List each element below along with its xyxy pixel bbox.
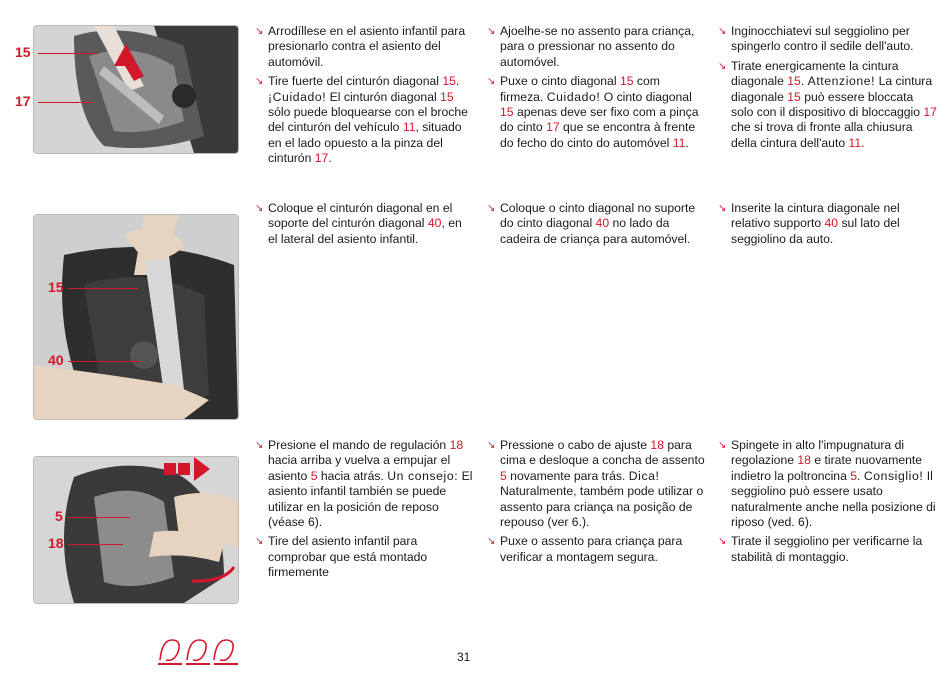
emphasis-label: Dica!: [628, 468, 660, 483]
emphasis-label: Consiglio!: [863, 468, 924, 483]
instruction-paragraph: [488, 24, 706, 70]
text-run: può essere bloccata solo con il dispositivo di bloccaggio: [731, 89, 924, 120]
page-number: 31: [457, 650, 471, 664]
text-it-row3: [719, 438, 937, 569]
part-number: 5: [500, 468, 507, 483]
text-es-row3: [256, 438, 474, 585]
emphasis-label: Un consejo:: [387, 468, 459, 483]
part-number: 17: [314, 151, 329, 166]
part-number: 18: [797, 453, 811, 468]
instruction-paragraph: [256, 24, 474, 70]
text-run: Pressione o cabo de ajuste: [500, 438, 651, 452]
figure-2-illustration: [34, 215, 238, 419]
text-run: no lado da cadeira de criança para automóvel.: [500, 216, 691, 246]
arrow-bullet-icon: ↘: [255, 203, 264, 214]
instruction-paragraph: [719, 59, 937, 151]
text-run: Naturalmente, também pode utilizar o assento para criança na posição de repouso (ver 6.).: [500, 484, 704, 530]
text-run: para cima e desloque a concha de assento: [500, 438, 705, 468]
leader-line: [38, 53, 98, 54]
text-run: Inserite la cintura diagonale nel relativo supporto: [731, 201, 900, 231]
arrow-bullet-icon: ↘: [487, 76, 496, 88]
callout-18: 18: [48, 535, 64, 551]
arrow-bullet-icon: ↘: [718, 60, 727, 72]
text-run: Spingete in alto l'impugnatura di regolazione: [731, 438, 905, 468]
part-number: 15: [500, 105, 514, 120]
emphasis-label: Attenzione!: [807, 74, 876, 89]
text-run: .: [857, 468, 864, 483]
text-run: .: [328, 151, 332, 166]
text-es-row2: [256, 201, 474, 251]
text-run: Presione el mando de regulación: [268, 438, 450, 452]
leader-line: [68, 517, 130, 518]
text-run: Inginocchiatevi sul seggiolino per spingerlo contro il sedile dell'auto.: [731, 24, 914, 54]
text-run: Puxe o cinto diagonal: [500, 74, 620, 89]
text-run: com firmeza.: [500, 74, 660, 104]
part-number: 15: [442, 74, 456, 89]
arrow-bullet-icon: ↘: [718, 26, 727, 37]
text-it-row2: [719, 201, 937, 251]
part-number: 5: [850, 468, 858, 483]
part-number: 40: [824, 216, 839, 231]
callout-5: 5: [55, 508, 63, 524]
instruction-paragraph: [488, 534, 706, 565]
text-run: .: [800, 74, 808, 89]
text-run: Arrodíllese en el asiento infantil para presionarlo contra el asiento del automóvil.: [268, 24, 466, 69]
instruction-paragraph: [488, 201, 706, 247]
text-run: , en el lateral del asiento infantil.: [268, 216, 462, 246]
text-run: novamente para trás.: [506, 468, 629, 483]
callout-17: 17: [15, 93, 31, 109]
arrow-bullet-icon: ↘: [718, 203, 727, 214]
instruction-paragraph: [256, 534, 474, 580]
instruction-paragraph: [719, 24, 937, 55]
brand-logo-mark: [156, 634, 242, 668]
arrow-bullet-icon: ↘: [255, 440, 264, 451]
text-run: Ajoelhe-se no assento para criança, para o pressionar no assento do automóvel.: [500, 24, 695, 69]
instruction-paragraph: [719, 534, 937, 565]
text-pt-row2: [488, 201, 706, 251]
part-number: 15: [787, 74, 801, 89]
part-number: 15: [619, 74, 634, 89]
text-run: La cintura diagonale: [731, 74, 933, 104]
figure-1-illustration: [34, 26, 238, 153]
text-run: hacia arriba y vuelva a empujar el asiento: [268, 453, 451, 483]
leader-line: [68, 361, 140, 362]
text-run: .: [861, 135, 865, 150]
text-run: El cinturón diagonal: [326, 89, 441, 104]
part-number: 18: [449, 438, 464, 452]
text-run: Coloque el cinturón diagonal en el soporte del cinturón diagonal: [268, 201, 453, 231]
emphasis-label: ¡Cuidado!: [268, 89, 327, 104]
text-run: Tire fuerte del cinturón diagonal: [268, 74, 443, 89]
text-run: .: [455, 74, 460, 89]
figure-2-photo: [33, 214, 239, 420]
arrow-bullet-icon: ↘: [255, 76, 264, 88]
part-number: 40: [427, 216, 442, 231]
text-run: O cinto diagonal: [600, 89, 692, 104]
arrow-bullet-icon: ↘: [255, 536, 264, 548]
part-number: 11: [848, 135, 862, 150]
instruction-paragraph: [488, 74, 706, 151]
arrow-bullet-icon: ↘: [255, 26, 264, 37]
text-run: e tirate nuovamente indietro la poltroncina: [731, 453, 923, 483]
arrow-bullet-icon: ↘: [487, 26, 496, 37]
text-run: El asiento infantil también se puede utilizar en la posición de reposo (véase 6).: [268, 468, 473, 530]
text-pt-row3: [488, 438, 706, 569]
text-pt-row1: [488, 24, 706, 155]
text-es-row1: [256, 24, 474, 171]
part-number: 11: [402, 120, 416, 135]
instruction-paragraph: [256, 201, 474, 247]
text-run: che si trova di fronte alla chiusura della cintura dell'auto: [731, 120, 913, 150]
text-run: que se encontra à frente do fecho do cinto do automóvel: [500, 120, 696, 150]
text-run: apenas deve ser fixo com a pinça do cinto: [500, 105, 699, 135]
instruction-paragraph: [719, 438, 937, 530]
figure-3-illustration: [34, 457, 238, 603]
figure-3-photo: [33, 456, 239, 604]
callout-15: 15: [48, 279, 64, 295]
callout-15: 15: [15, 44, 31, 60]
text-run: hacia atrás.: [317, 468, 388, 483]
arrow-bullet-icon: ↘: [487, 203, 496, 214]
text-run: Tirate energicamente la cintura diagonale: [731, 58, 899, 89]
part-number: 40: [595, 216, 610, 231]
part-number: 11: [672, 135, 686, 150]
text-run: Tire del asiento infantil para comprobar que está montado firmemente: [268, 534, 428, 580]
leader-line: [38, 102, 93, 103]
text-run: sul lato del seggiolino da auto.: [731, 216, 900, 246]
brand-logo: [156, 634, 242, 673]
part-number: 15: [440, 89, 454, 104]
arrow-bullet-icon: ↘: [718, 440, 727, 451]
text-run: sólo puede bloquearse con el broche del cinturón del vehículo: [268, 105, 468, 135]
text-run: , situado en el lado opuesto a la pinza del cinturón: [268, 120, 462, 166]
text-run: Tirate il seggiolino per verificarne la stabilità di montaggio.: [731, 534, 923, 564]
figure-1-photo: [33, 25, 239, 154]
text-run: Il seggiolino può essere usato naturalmente anche nella posizione di riposo (ved. 6).: [731, 468, 936, 530]
emphasis-label: Cuidado!: [546, 89, 601, 104]
leader-line: [68, 544, 123, 545]
arrow-bullet-icon: ↘: [487, 536, 496, 548]
callout-40: 40: [48, 352, 64, 368]
arrow-bullet-icon: ↘: [718, 536, 727, 548]
part-number: 15: [787, 89, 801, 104]
leader-line: [68, 288, 138, 289]
instruction-paragraph: [256, 438, 474, 530]
text-it-row1: [719, 24, 937, 155]
part-number: 17: [923, 105, 937, 120]
part-number: 5: [310, 468, 318, 483]
text-run: Coloque o cinto diagonal no suporte do cinto diagonal: [500, 201, 696, 231]
instruction-paragraph: [256, 74, 474, 166]
arrow-bullet-icon: ↘: [487, 440, 496, 451]
instruction-paragraph: [719, 201, 937, 247]
part-number: 17: [546, 120, 560, 135]
text-run: .: [685, 135, 689, 150]
part-number: 18: [650, 438, 664, 452]
instruction-paragraph: [488, 438, 706, 530]
text-run: Puxe o assento para criança para verificar a montagem segura.: [500, 534, 683, 564]
